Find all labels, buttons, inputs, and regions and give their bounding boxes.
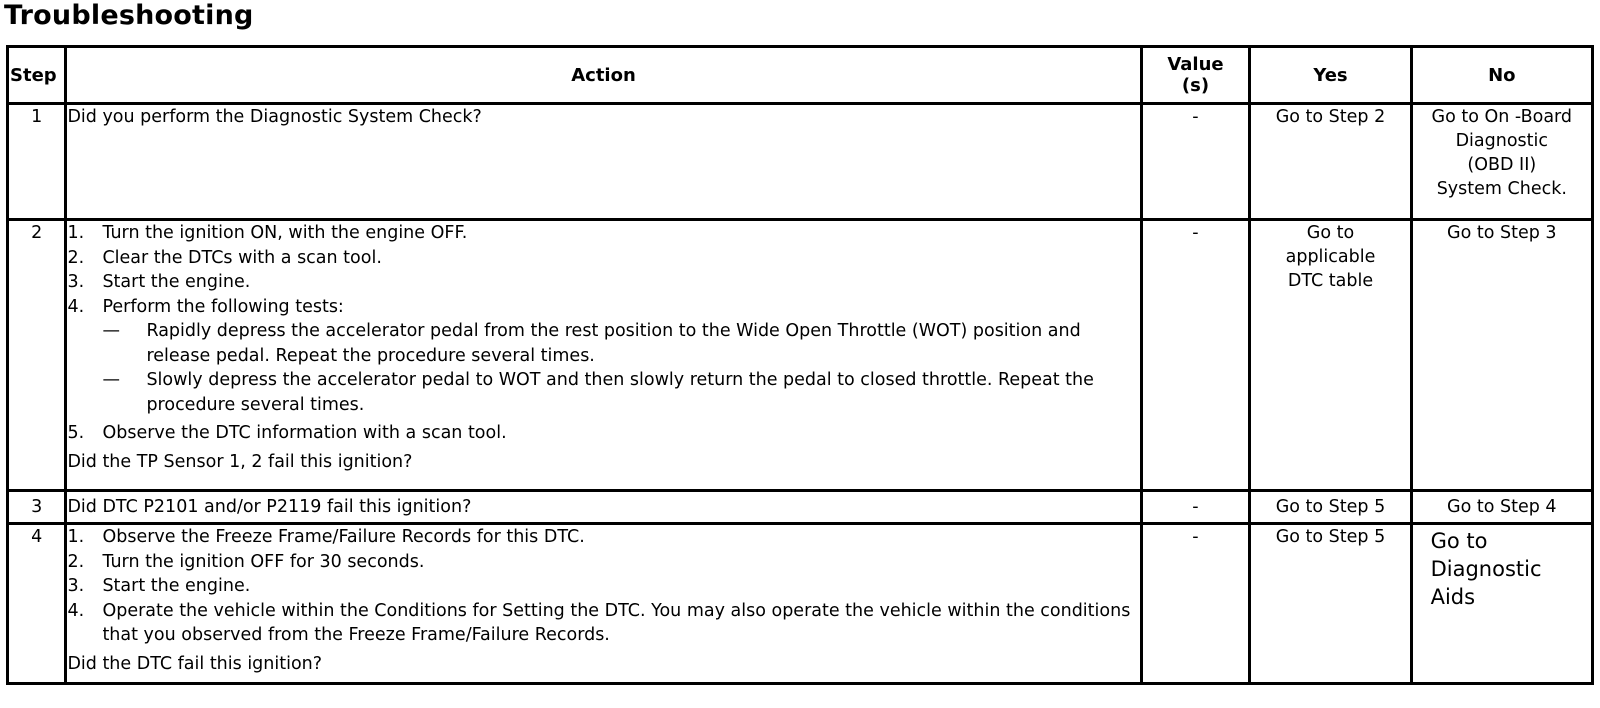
action-cell: [66, 220, 1141, 491]
step-number: 3: [8, 491, 66, 524]
action-question: Did the DTC fail this ignition?: [67, 653, 323, 674]
no-line: Go to: [1430, 529, 1488, 553]
yes-line: applicable: [1285, 247, 1376, 267]
action-cell: [66, 491, 1141, 524]
no-line: Go to On -Board: [1431, 107, 1573, 127]
list-text: Start the engine.: [102, 576, 251, 596]
list-text: Turn the ignition OFF for 30 seconds.: [102, 551, 425, 572]
action-question: Did you perform the Diagnostic System Check?: [67, 107, 482, 127]
no-cell: Go to Step 4: [1411, 491, 1592, 524]
list-item: [67, 421, 1139, 446]
list-number: 4.: [67, 296, 85, 317]
list-text: Perform the following tests:: [102, 296, 344, 317]
yes-cell: Go to Step 5: [1250, 491, 1411, 524]
list-item: [67, 574, 1139, 599]
header-action: Action: [66, 47, 1141, 104]
list-item: [67, 221, 1139, 246]
yes-cell: [1250, 220, 1411, 491]
sub-list: [102, 319, 1139, 417]
sub-list-item: [102, 319, 1139, 368]
list-number: 2.: [67, 247, 85, 268]
value-cell: -: [1141, 104, 1250, 220]
list-item: [67, 246, 1139, 271]
step-number: 1: [8, 104, 66, 220]
header-no: No: [1411, 47, 1592, 104]
list-number: 3.: [67, 576, 85, 596]
header-value: [1141, 47, 1250, 104]
list-number: 4.: [67, 600, 85, 621]
no-line: (OBD II): [1467, 155, 1537, 175]
no-cell: [1411, 104, 1592, 220]
action-cell: [66, 104, 1141, 220]
list-text: Observe the DTC information with a scan tool.: [102, 423, 507, 443]
sub-list-item: [102, 368, 1139, 417]
header-value-line1: Value: [1167, 54, 1224, 75]
table-row: [8, 104, 1593, 220]
value-cell: -: [1141, 524, 1250, 684]
value-cell: -: [1141, 491, 1250, 524]
yes-line: DTC table: [1287, 271, 1374, 291]
list-item: [67, 270, 1139, 295]
action-cell: [66, 524, 1141, 684]
list-number: 3.: [67, 272, 85, 292]
yes-cell: Go to Step 2: [1250, 104, 1411, 220]
dash-bullet: —: [102, 370, 120, 390]
list-item: [67, 550, 1139, 575]
yes-cell: Go to Step 5: [1250, 524, 1411, 684]
list-number: 1.: [67, 223, 85, 243]
sub-list-text: Rapidly depress the accelerator pedal from the rest position to the Wide Open Throttle (WOT) position and release pedal. Repeat the procedure several times.: [146, 321, 1081, 366]
sub-list-text: Slowly depress the accelerator pedal to WOT and then slowly return the pedal to closed throttle. Repeat the procedure several times.: [146, 370, 1094, 415]
action-steps-list: [67, 525, 1139, 648]
list-text: Turn the ignition ON, with the engine OFF.: [102, 223, 468, 243]
header-yes: Yes: [1250, 47, 1411, 104]
list-text: Observe the Freeze Frame/Failure Records for this DTC.: [102, 527, 585, 547]
no-cell: [1411, 524, 1592, 684]
no-line: Aids: [1430, 585, 1476, 609]
dash-bullet: —: [102, 321, 120, 341]
header-value-line2: (s): [1181, 75, 1210, 96]
step-number: 2: [8, 220, 66, 491]
list-number: 1.: [67, 527, 85, 547]
list-text: Start the engine.: [102, 272, 251, 292]
no-cell: Go to Step 3: [1411, 220, 1592, 491]
yes-line: Go to: [1306, 223, 1355, 243]
value-cell: -: [1141, 220, 1250, 491]
no-line: Diagnostic: [1430, 557, 1542, 581]
list-number: 2.: [67, 551, 85, 572]
action-question: Did DTC P2101 and/or P2119 fail this ignition?: [67, 497, 472, 517]
action-question: Did the TP Sensor 1, 2 fail this ignition?: [67, 451, 413, 472]
step-number: 4: [8, 524, 66, 684]
no-line: Diagnostic: [1455, 131, 1549, 151]
table-row: [8, 524, 1593, 684]
no-line: System Check.: [1436, 179, 1567, 199]
list-item: [67, 599, 1139, 648]
troubleshooting-table: [6, 45, 1594, 685]
list-text: Operate the vehicle within the Conditions for Setting the DTC. You may also operate the vehicle within the conditions that you observed from the Freeze Frame/Failure Records.: [102, 600, 1131, 645]
page-title: Troubleshooting: [4, 0, 254, 31]
table-row: [8, 491, 1593, 524]
action-steps-list: [67, 221, 1139, 446]
list-text: Clear the DTCs with a scan tool.: [102, 247, 382, 268]
list-number: 5.: [67, 423, 85, 443]
header-step: Step: [8, 47, 66, 104]
table-header-row: [8, 47, 1593, 104]
table-row: [8, 220, 1593, 491]
list-item: [67, 295, 1139, 418]
list-item: [67, 525, 1139, 550]
